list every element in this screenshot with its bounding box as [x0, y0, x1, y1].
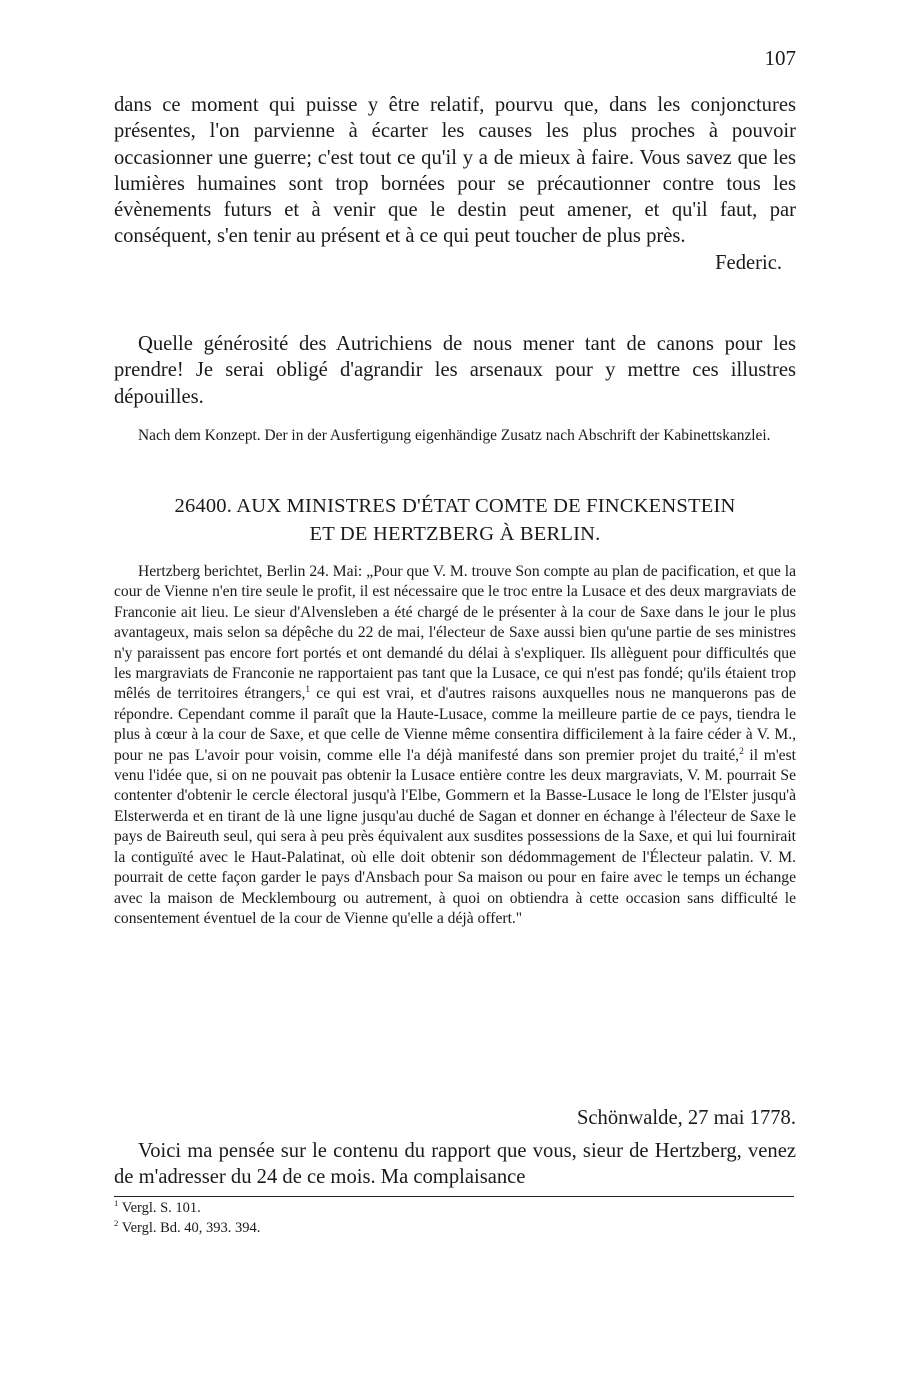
summary-part2: ce qui est vrai, et d'autres raisons auxquelles nous ne manquerons pas de répondre. Cependant comme il paraît que la Haute-Lusace, comme la meilleure partie de ce pays, tiendra le plus à cœur à la cour de Saxe, et que celle de Vienne même consentira difficilement à la faire céder à V. M., pour ne pas L'avoir pour voisin, comme elle l'a déjà manifesté dans son premier projet du traité,	[114, 685, 796, 764]
footnote-marker: 2	[114, 1217, 119, 1228]
footnote-divider	[114, 1196, 794, 1197]
footnotes	[114, 1199, 260, 1238]
place-date: Schönwalde, 27 mai 1778.	[576, 1107, 796, 1129]
report-summary-text	[114, 562, 796, 929]
footnote-text: Vergl. S. 101.	[121, 1200, 201, 1216]
editorial-note-text: Nach dem Konzept. Der in der Ausfertigung eigenhändige Zusatz nach Abschrift der Kabinettskanzlei.	[138, 427, 771, 444]
footnote-1	[114, 1199, 260, 1219]
letter-continuation-text: dans ce moment qui puisse y être relatif, pourvu que, dans les conjonctures présentes, l'on parvienne à écarter les causes les plus proches à pouvoir occasionner une guerre; c'est tout ce qu'il y a de mieux à faire. Vous savez que les lumières humaines sont trop bornées pour se précautionner contre tous les évènements futurs et à venir que le destin peut amener, et qu'il faut, par conséquent, s'en tenir au présent et à ce qui peut toucher de plus près.	[114, 94, 796, 248]
letter-continuation	[114, 92, 796, 276]
footnote-ref-1: 1	[305, 685, 311, 696]
summary-part1: Hertzberg berichtet, Berlin 24. Mai: „Pour que V. M. trouve Son compte au plan de pacification, et que la cour de Vienne n'en tire seule le profit, il est nécessaire que le troc entre la Lusace et des deux margraviats de Franconie ait lieu. Le sieur d'Alvensleben a été chargé de le présenter à la cour de Saxe dans le jour le plus avantageux, mais selon sa dépêche du 22 de mai, l'électeur de Saxe aussi bien qu'une partie de ses ministres n'y paraissent pas encore fort portés et ont demandé du délai à s'expliquer. Ils allèguent pour difficultés que les margraviats de Franconie ne rapportaient pas tant que la Lusace, ce qui n'est pas fondé; qu'ils étaient trop mêlés de territoires étrangers,	[114, 563, 796, 703]
letter-start-text: Voici ma pensée sur le contenu du rapport que vous, sieur de Hertzberg, venez de m'adresser du 24 de ce mois. Ma complaisance	[114, 1140, 796, 1189]
editorial-note	[114, 426, 790, 446]
summary-part3: il m'est venu l'idée que, si on ne pouvait pas obtenir la Lusace entière contre les deux margraviats, V. M. pourrait Se contenter d'obtenir le cercle électoral jusqu'à l'Elbe, Gommern et la Basse-Lusace le long de l'Elster jusqu'à Elsterwerda et en tirant de là une ligne jusqu'au duché de Sagan et donner en échange à l'électeur de Saxe le pays de Baireuth seul, qui sera à peu près équivalent aux susdites possessions de la Saxe, et qui lui fournirait la contiguïté avec le Haut-Palatinat, où elle doit obtenir son dédommagement de l'Électeur palatin. V. M. pourrait de cette façon garder le pays d'Ansbach pour Sa maison ou pour en faire avec le temps un échange avec la maison de Mecklembourg ou autrement, à quoi on obtiendra à cette occasion sans difficulté le consentement éventuel de la cour de Vienne qu'elle a déjà offert."	[114, 746, 796, 927]
document-heading-line1: 26400. AUX MINISTRES D'ÉTAT COMTE DE FINCKENSTEIN	[174, 495, 736, 517]
document-heading	[114, 492, 796, 548]
page-number: 107	[764, 46, 796, 70]
footnote-marker: 1	[114, 1198, 119, 1209]
postscript-text: Quelle générosité des Autrichiens de nous mener tant de canons pour les prendre! Je serai obligé d'agrandir les arsenaux pour y mettre ces illustres dépouilles.	[114, 333, 796, 408]
postscript	[114, 331, 796, 410]
report-summary	[114, 562, 796, 929]
footnote-text: Vergl. Bd. 40, 393. 394.	[121, 1219, 261, 1236]
footnote-ref-2: 2	[739, 746, 744, 757]
signature: Federic.	[715, 251, 782, 274]
footnote-2	[114, 1219, 260, 1239]
letter-start	[114, 1138, 796, 1191]
document-heading-line2: ET DE HERTZBERG À BERLIN.	[309, 523, 601, 545]
